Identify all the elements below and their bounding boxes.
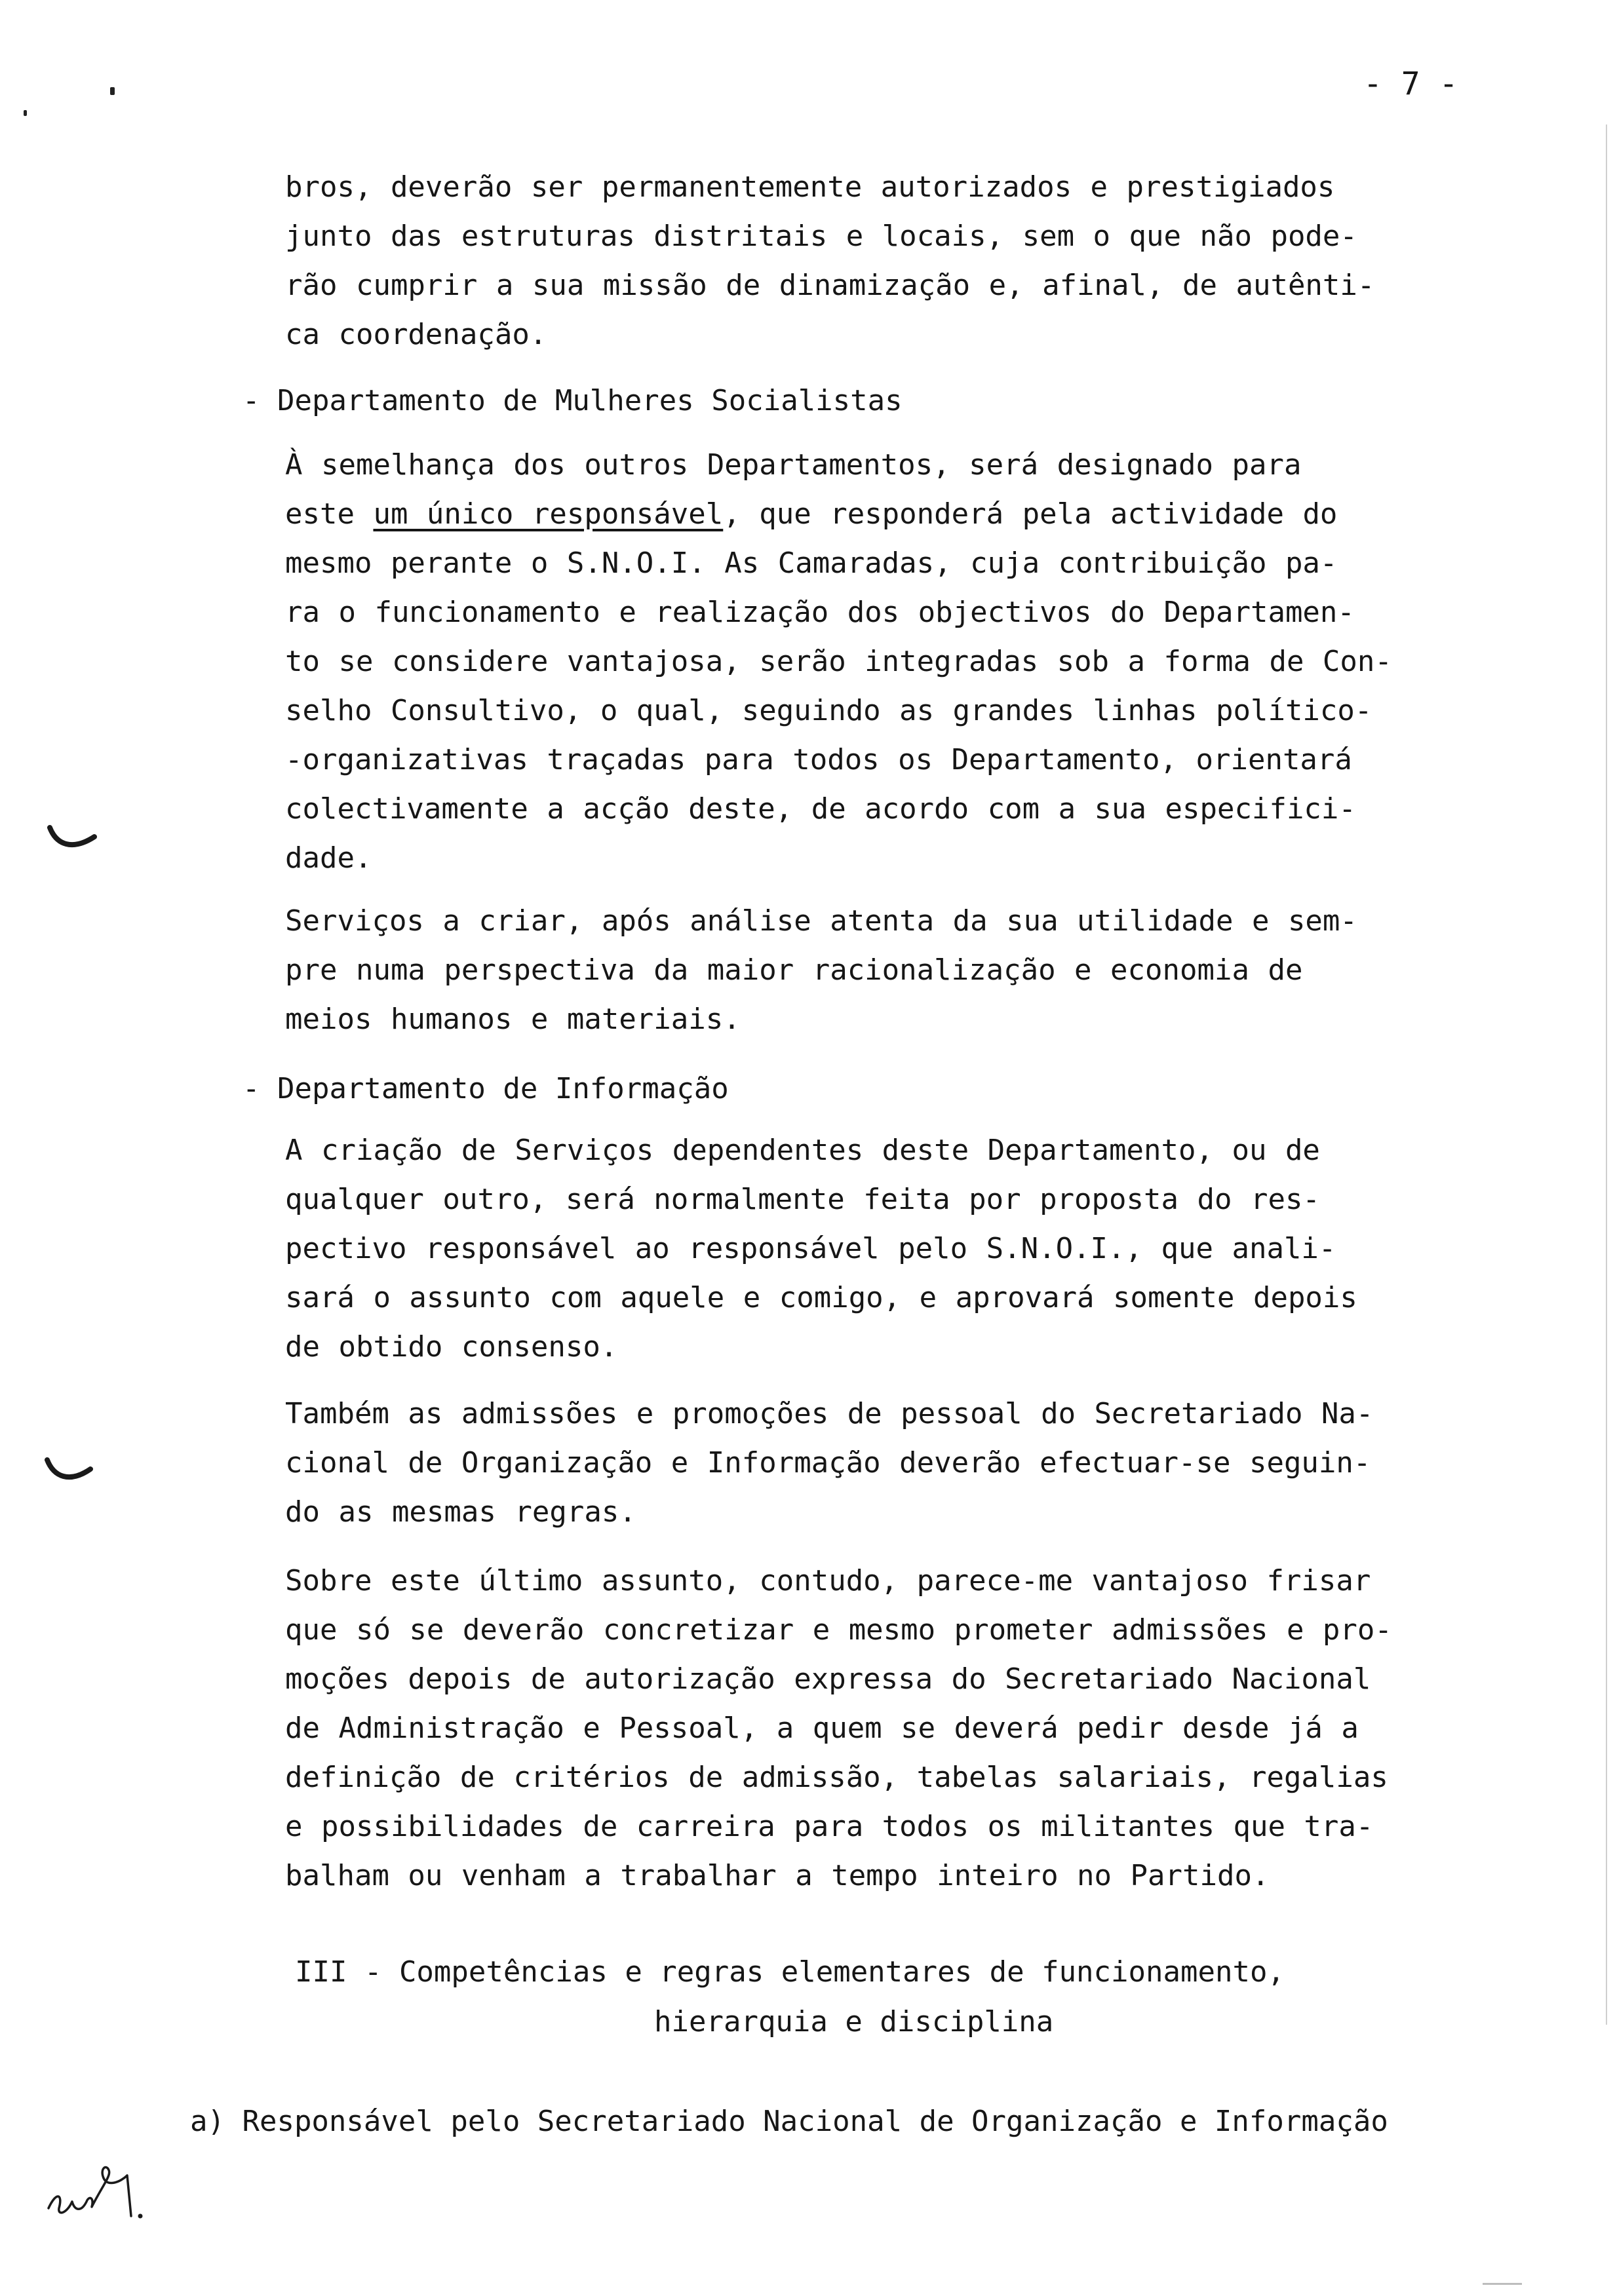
text-line: to se considere vantajosa, serão integradas sob a forma de Con- bbox=[285, 645, 1392, 678]
scan-edge-line bbox=[1606, 124, 1607, 2025]
text-line: balham ou venham a trabalhar a tempo inteiro no Partido. bbox=[285, 1859, 1270, 1892]
text-line: e possibilidades de carreira para todos os militantes que tra- bbox=[285, 1810, 1374, 1843]
text-segment: , que responderá pela actividade do bbox=[723, 497, 1338, 531]
dept-informacao-paragraph-2 bbox=[285, 1389, 1557, 1537]
stray-mark-left bbox=[24, 110, 27, 116]
text-line: Também as admissões e promoções de pessoal do Secretariado Na- bbox=[285, 1397, 1374, 1430]
dept-mulheres-paragraph-1 bbox=[285, 440, 1557, 883]
dept-mulheres-paragraph-2 bbox=[285, 896, 1557, 1044]
text-line: Serviços a criar, após análise atenta da sua utilidade e sem- bbox=[285, 904, 1357, 938]
text-line: pre numa perspectiva da maior racionalização e economia de bbox=[285, 953, 1303, 987]
text-line: ra o funcionamento e realização dos objectivos do Departamen- bbox=[285, 596, 1355, 629]
scan-edge-dash bbox=[1483, 2283, 1522, 2285]
section-title-line-1: III - Competências e regras elementares de funcionamento, bbox=[295, 1955, 1285, 1989]
text-line: colectivamente a acção deste, de acordo com a sua especifici- bbox=[285, 792, 1356, 826]
stray-mark-right bbox=[110, 87, 115, 95]
text-line: qualquer outro, será normalmente feita por proposta do res- bbox=[285, 1183, 1320, 1216]
text-line: do as mesmas regras. bbox=[285, 1495, 636, 1529]
text-line: mesmo perante o S.N.O.I. As Camaradas, cuja contribuição pa- bbox=[285, 546, 1338, 580]
text-line: junto das estruturas distritais e locais, sem o que não pode- bbox=[285, 220, 1357, 253]
text-line: moções depois de autorização expressa do Secretariado Nacional bbox=[285, 1662, 1371, 1696]
text-line: dade. bbox=[285, 841, 372, 875]
heading-dept-informacao: - Departamento de Informação bbox=[243, 1072, 729, 1105]
intro-paragraph bbox=[285, 163, 1557, 359]
text-line: Sobre este último assunto, contudo, parece-me vantajoso frisar bbox=[285, 1564, 1371, 1598]
dept-informacao-paragraph-1 bbox=[285, 1126, 1557, 1371]
text-line: definição de critérios de admissão, tabelas salariais, regalias bbox=[285, 1761, 1388, 1794]
handwritten-initials-icon bbox=[43, 2156, 174, 2228]
text-line: meios humanos e materiais. bbox=[285, 1003, 741, 1036]
page-number: - 7 - bbox=[1363, 66, 1458, 102]
text-line: de obtido consenso. bbox=[285, 1330, 618, 1364]
text-line: ca coordenação. bbox=[285, 318, 547, 351]
check-mark-icon bbox=[46, 822, 98, 855]
dept-informacao-paragraph-3 bbox=[285, 1556, 1557, 1900]
text-line: que só se deverão concretizar e mesmo prometer admissões e pro- bbox=[285, 1613, 1392, 1647]
text-line: pectivo responsável ao responsável pelo S.N.O.I., que anali- bbox=[285, 1232, 1336, 1265]
text-line: -organizativas traçadas para todos os Departamento, orientará bbox=[285, 743, 1352, 776]
text-line: sará o assunto com aquele e comigo, e aprovará somente depois bbox=[285, 1281, 1357, 1314]
text-line: selho Consultivo, o qual, seguindo as grandes linhas político- bbox=[285, 694, 1372, 727]
text-line bbox=[285, 489, 1557, 539]
check-mark-icon bbox=[43, 1456, 96, 1489]
text-line: A criação de Serviços dependentes deste Departamento, ou de bbox=[285, 1134, 1320, 1167]
text-line: de Administração e Pessoal, a quem se deverá pedir desde já a bbox=[285, 1712, 1359, 1745]
text-line: cional de Organização e Informação deverão efectuar-se seguin- bbox=[285, 1446, 1371, 1480]
text-segment: este bbox=[285, 497, 374, 531]
item-a: a) Responsável pelo Secretariado Nacional de Organização e Informação bbox=[190, 2105, 1388, 2138]
text-line: À semelhança dos outros Departamentos, será designado para bbox=[285, 448, 1302, 482]
text-line: bros, deverão ser permanentemente autorizados e prestigiados bbox=[285, 170, 1335, 204]
text-line: rão cumprir a sua missão de dinamização e, afinal, de autênti- bbox=[285, 269, 1375, 302]
underlined-phrase: um único responsável bbox=[373, 497, 724, 531]
section-title-line-2: hierarquia e disciplina bbox=[654, 2005, 1054, 2038]
heading-dept-mulheres: - Departamento de Mulheres Socialistas bbox=[243, 384, 903, 417]
